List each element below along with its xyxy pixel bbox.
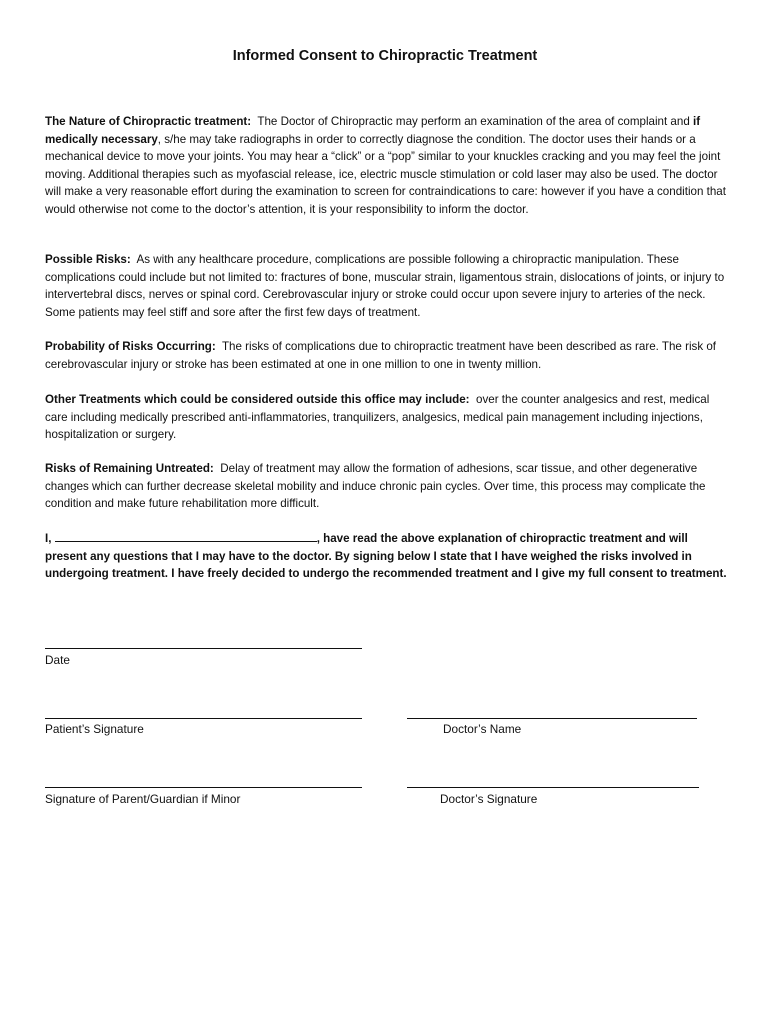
other-treatments-heading: Other Treatments which could be considered outside this office may include: [45,393,470,406]
other-treatments-text: over the counter analgesics and rest, medical care including medically prescribed anti-inflammatories, tranquilizers, analgesics, medical pain management including injections, hospitalization or surgery. [45,393,710,441]
patient-signature-label: Patient’s Signature [45,722,144,736]
guardian-signature-line[interactable] [45,787,362,788]
nature-bold-phrase: if medically necessary [45,115,701,146]
date-label: Date [45,653,70,667]
consent-statement [45,530,730,583]
nature-section [45,113,730,218]
risks-text: As with any healthcare procedure, complications are possible following a chiropractic manipulation. These complications could include but not limited to: fractures of bone, muscular strain, ligamentous strain, dislocations of joints, or injury to intervertebral discs, nerves or spinal cord. Cerebrovascular injury or stroke could occur upon severe injury to arteries of the neck. Some patients may feel stiff and sore after the first few days of treatment. [45,253,725,319]
doctor-signature-label: Doctor’s Signature [440,792,538,806]
nature-text-1: The Doctor of Chiropractic may perform an examination of the area of complaint and [257,115,690,128]
untreated-heading: Risks of Remaining Untreated: [45,462,214,475]
nature-text-2: , s/he may take radiographs in order to correctly diagnose the condition. The doctor uses their hands or a mechanical device to move your joints. You may hear a “click” or a “pop” similar to your knuckles cracking and you may feel the joint moving. Additional therapies such as myofascial release, ice, electric muscle stimulation or cold laser may also be used. The doctor will make a very reasonable effort during the examination to screen for contraindications to care: however if you have a condition that would otherwise not come to the doctor’s attention, it is your responsibility to inform the doctor. [45,132,726,216]
consent-name-line[interactable] [55,530,317,542]
doctor-name-label: Doctor’s Name [443,722,522,736]
untreated-text: Delay of treatment may allow the formation of adhesions, scar tissue, and other degenerative changes which can further decrease skeletal mobility and induce chronic pain cycles. Over time, this process may complicate the condition and make future rehabilitation more difficult. [45,462,706,510]
doctor-name-line[interactable] [407,718,697,719]
untreated-section [45,460,730,513]
risks-section [45,251,730,321]
date-line[interactable] [45,648,362,649]
guardian-signature-label: Signature of Parent/Guardian if Minor [45,792,241,806]
probability-heading: Probability of Risks Occurring: [45,340,216,353]
consent-prefix: I, [45,532,52,545]
risks-heading: Possible Risks: [45,253,131,266]
probability-section [45,338,730,373]
nature-heading: The Nature of Chiropractic treatment: [45,115,252,128]
doctor-signature-line[interactable] [407,787,699,788]
consent-text: , have read the above explanation of chiropractic treatment and will present any questions that I may have to the doctor. By signing below I state that I have weighed the risks involved in undergoing treatment. I have freely decided to undergo the recommended treatment and I give my full consent to treatment. [45,532,727,580]
other-treatments-section [45,391,730,444]
page-title: Informed Consent to Chiropractic Treatment [232,48,538,64]
patient-signature-line[interactable] [45,718,362,719]
probability-text: The risks of complications due to chiropractic treatment have been described as rare. The risk of cerebrovascular injury or stroke has been estimated at one in one million to one in twenty million. [45,340,717,371]
